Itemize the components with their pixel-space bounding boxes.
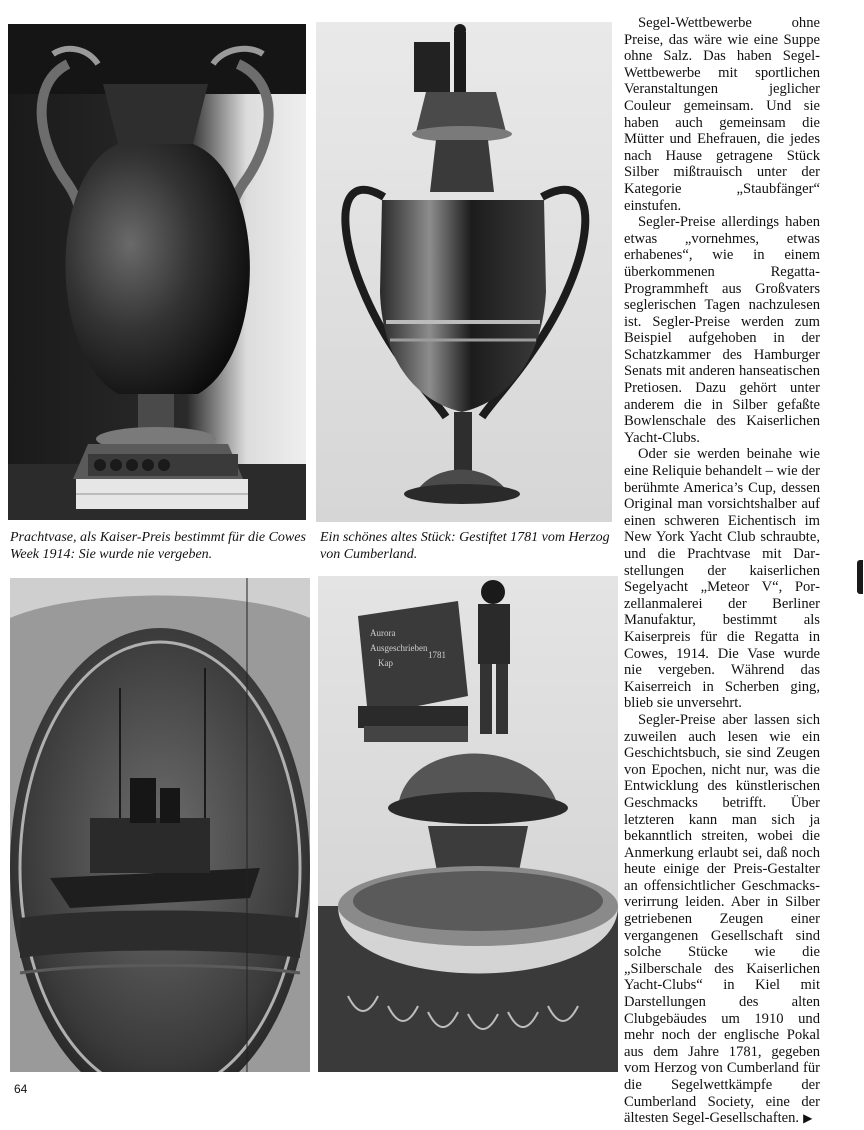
vase-caption: Prachtvase, als Kaiser-Preis bestimmt für die Cowes Week 1914: Sie wurde nie vergeben. bbox=[10, 530, 306, 562]
scan-edge-mark bbox=[857, 560, 863, 594]
article-paragraph: Segel-Wettbewerbe ohne Preise, das wäre wie eine Suppe ohne Salz. Das haben Segel-Wettbewerbe mit sportlichen Veranstaltungen jeglicher Couleur gemeinsam. Und sie haben auch gemeinsam die Mütter und Ehefrauen, die jedes nach Hause getragene Stück Silber mißtrauisch unter der Kategorie „Staubfänger“ einstufen. bbox=[624, 15, 820, 214]
ship-painting-photo bbox=[10, 578, 310, 1072]
page-number: 64 bbox=[14, 1082, 28, 1096]
article-paragraph: Segler-Preise allerdings haben etwas „vornehmes, etwas erhabenes“, wie in einem überkommenen Regatta-Programmheft aus Großvaters seglerischen Tagen nachzulesen ist. Segler-Preise werden zum Beispiel aufgehoben in der Schatzkammer des Hamburger Senats mit anderen hanseatischen Pretiosen. Dazu gehört unter anderem die in Silber gefaßte Bowlenschale des Kaiserlichen Yacht-Clubs. bbox=[624, 214, 820, 446]
cup-lid-figure-photo bbox=[318, 576, 618, 1072]
vase-photo bbox=[8, 24, 306, 520]
article-paragraph-final bbox=[624, 712, 820, 1127]
article-paragraph-final-text: Segler-Preise aber lassen sich zuweilen auch lesen wie ein Geschichtsbuch, sie sind Zeugen von Epochen, nicht nur, was die Entwicklung des künstlerischen Geschmacks betrifft. Über letzteren kann man sich ja bekanntlich streiten, wobei die Anmerkung erlaubt sei, daß noch heute einige der Preis-Gestalter an offensichtlicher Geschmacksverirrung leiden. Aber in Silber getriebenen Zeugen einer vergangenen Gesellschaft sind solche Stücke wie die „Silberschale des Kaiserlichen Yacht-Clubs“ in Kiel mit Darstellungen des alten Clubgebäudes um 1910 und mehr noch der englische Pokal aus dem Jahre 1781, gegeben vom Herzog von Cumberland für die Segelwettkämpfe der Cumberland Society, eine der ältesten Segel-Gesellschaften. bbox=[624, 711, 820, 1127]
article-text-column bbox=[624, 15, 820, 1127]
lid-inscription-line1: Aurora bbox=[370, 628, 396, 638]
cup-caption: Ein schönes altes Stück: Gestiftet 1781 vom Herzog von Cumberland. bbox=[320, 530, 610, 562]
lid-inscription-line2: Ausgeschrieben bbox=[370, 643, 428, 653]
lid-inscription-line4: 1781 bbox=[428, 650, 446, 660]
article-paragraph: Oder sie werden beinahe wie eine Reliquie behandelt – wie der berühmte America’s Cup, dessen Original man vorsichtshalber auf einen schweren Eichentisch im New York Yacht Club schraubte, und die Prachtvase mit Darstellungen der kaiserlichen Segelyacht „Meteor V“, Porzellanmalerei der Berliner Manufaktur, bestimmt als Kaiserpreis für die Regatta in Cowes, 1914. Die Vase wurde nie vergeben. Während das Kaiserreich in Scherben ging, blieb sie unversehrt. bbox=[624, 446, 820, 712]
cup-photo bbox=[316, 22, 612, 522]
continue-arrow-icon: ▶ bbox=[803, 1111, 813, 1126]
lid-inscription-line3: Kap bbox=[378, 658, 393, 668]
